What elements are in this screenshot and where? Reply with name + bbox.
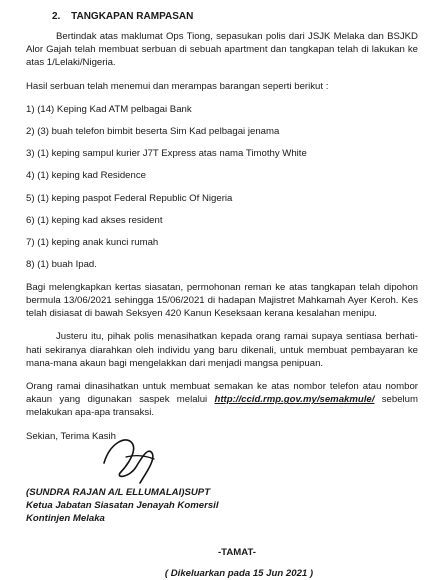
end-marker: -TAMAT- xyxy=(217,546,256,558)
seized-items-list xyxy=(26,103,418,272)
list-item: 2) (3) buah telefon bimbit beserta Sim Kad pelbagai jenama xyxy=(26,125,280,137)
check-text-after: sebelum melakukan apa-apa transaksi. xyxy=(26,394,418,419)
section-title: TANGKAPAN RAMPASAN xyxy=(71,11,194,22)
list-item: 5) (1) keping paspot Federal Republic Of Nigeria xyxy=(26,192,233,204)
list-item: 8) (1) buah Ipad. xyxy=(26,259,97,271)
semakmule-link[interactable]: http://ccid.rmp.gov.my/semakmule/ xyxy=(214,394,375,406)
signature-mark xyxy=(96,433,166,489)
list-item: 6) (1) keping kad akses resident xyxy=(26,214,163,226)
signer-name: (SUNDRA RAJAN A/L ELLUMALAI)SUPT xyxy=(26,486,211,498)
seized-intro-paragraph: Hasil serbuan telah menemui dan merampas barangan seperti berikut : xyxy=(26,80,329,92)
section-heading xyxy=(52,10,418,24)
signer-unit: Kontinjen Melaka xyxy=(26,512,105,524)
section-number: 2. xyxy=(52,11,61,22)
list-item: 1) (14) Keping Kad ATM pelbagai Bank xyxy=(26,103,192,115)
intro-paragraph: Bertindak atas maklumat Ops Tiong, sepasukan polis dari JSJK Melaka dan BSJKD Alor Gajah telah membuat serbuan di sebuah apartment dan tangkapan telah di lakukan ke atas 1/Lelaki/Nigeria. xyxy=(26,30,418,69)
remand-paragraph: Bagi melengkapkan kertas siasatan, permohonan reman ke atas tangkapan telah dipohon bermula 13/06/2021 sehingga 15/06/2021 di hadapan Majistret Mahkamah Ayer Keroh. Kes telah disiasat di bawah Seksyen 420 Kanun Keseksaan kerana kesalahan menipu. xyxy=(26,281,418,320)
list-item: 7) (1) keping anak kunci rumah xyxy=(26,237,159,249)
list-item: 4) (1) keping kad Residence xyxy=(26,170,146,182)
check-text-before: Orang ramai dinasihatkan untuk membuat semakan ke atas nombor telefon atau nombor akaun yang digunakan saspek melalui xyxy=(26,381,418,406)
closing-text: Sekian, Terima Kasih xyxy=(26,430,116,442)
list-item: 3) (1) keping sampul kurier J7T Express atas nama Timothy White xyxy=(26,148,307,160)
signature-area xyxy=(26,443,418,487)
signer-position: Ketua Jabatan Siasatan Jenayah Komersil xyxy=(26,499,219,511)
advice-paragraph: Justeru itu, pihak polis menasihatkan kepada orang ramai supaya sentiasa berhati-hati sekiranya diarahkan oleh individu yang baru dikenali, untuk membuat pembayaran ke mana-mana akaun bagi mengelakkan dari menjadi mangsa penipuan. xyxy=(26,331,418,369)
check-paragraph xyxy=(26,380,418,420)
issued-date: ( Dikeluarkan pada 15 Jun 2021 ) xyxy=(164,568,314,579)
